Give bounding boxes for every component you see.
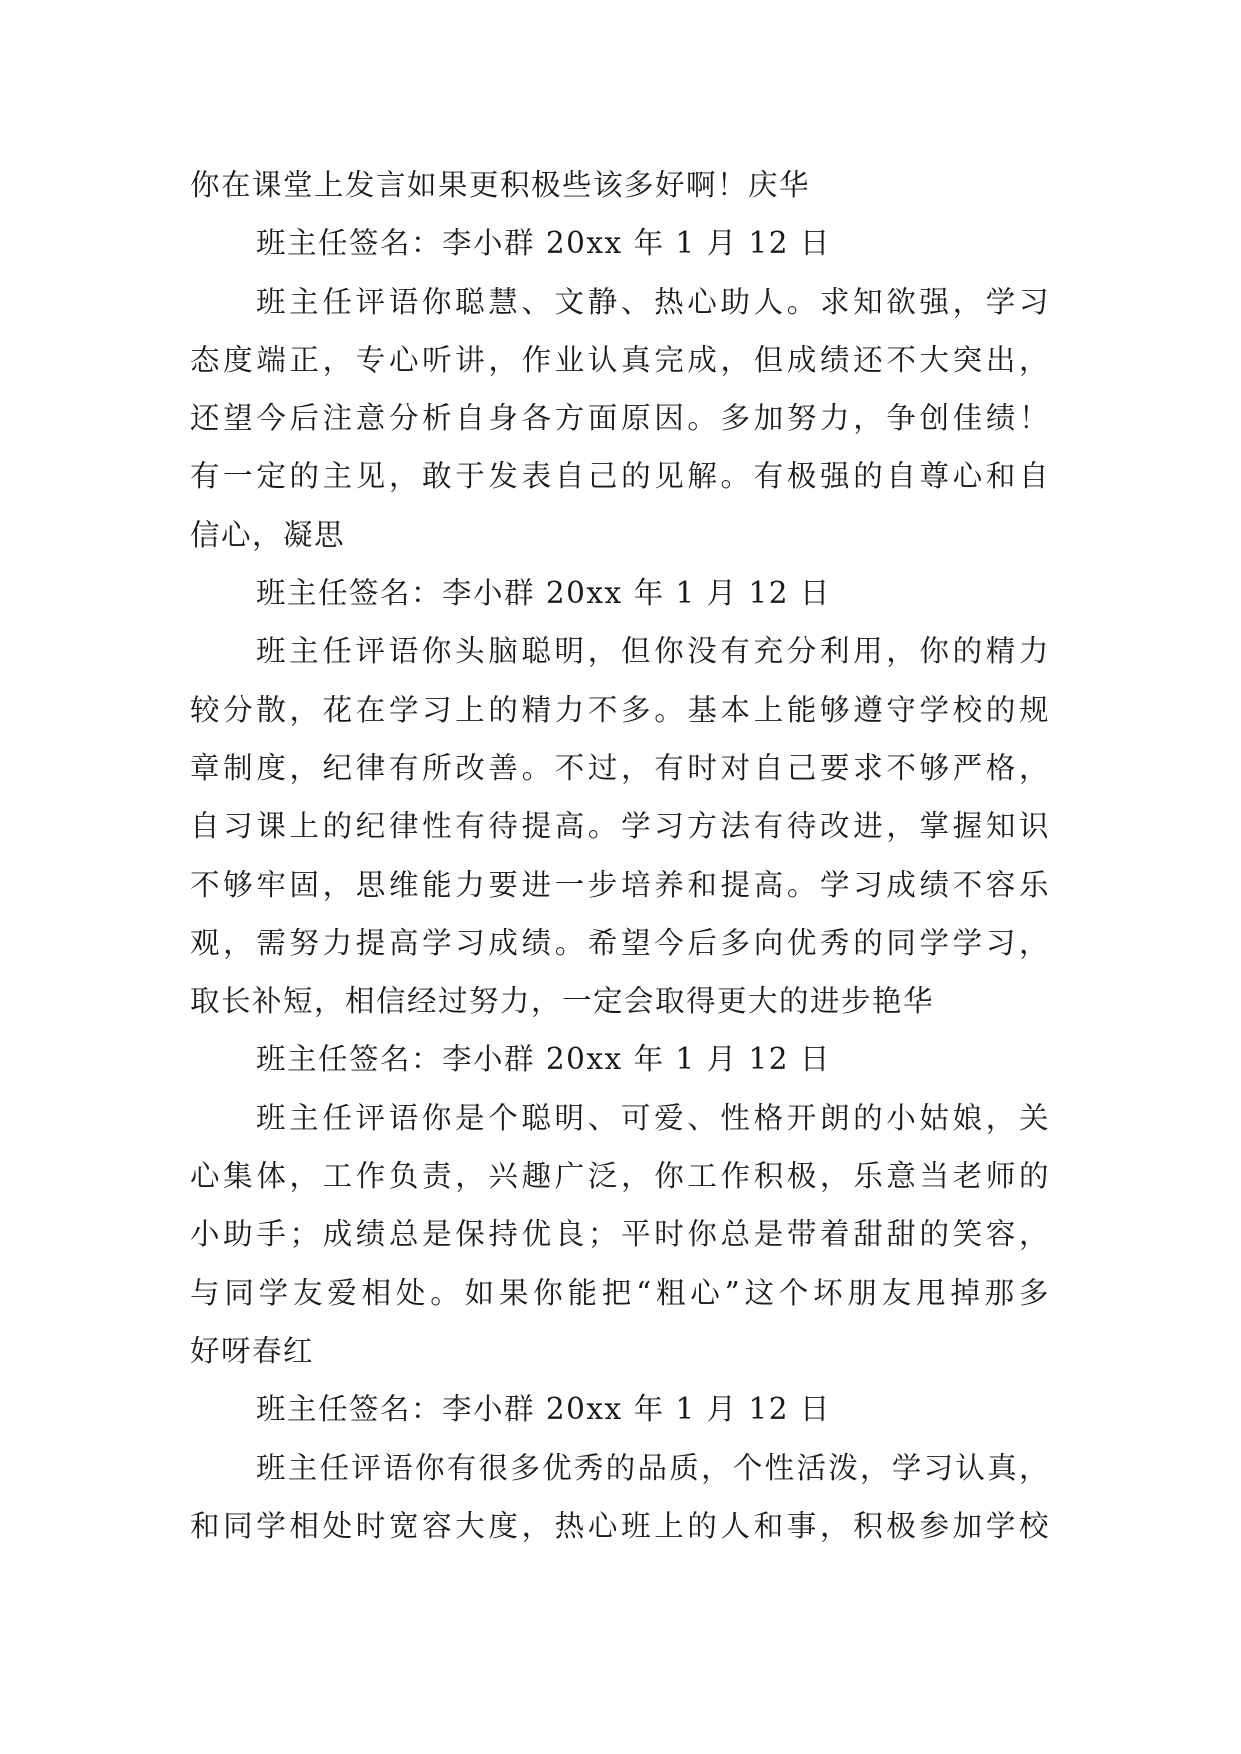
comment-text-line: 班主任评语你是个聪明、可爱、性格开朗的小姑娘，关: [256, 1100, 1050, 1135]
teacher-signature-line: 班主任签名：李小群 20xx 年 1 月 12 日: [256, 576, 831, 611]
teacher-signature-line: 班主任签名：李小群 20xx 年 1 月 12 日: [256, 1042, 831, 1077]
comment-text-line: 章制度，纪律有所改善。不过，有时对自己要求不够严格，: [190, 750, 1050, 785]
comment-text-line: 态度端正，专心听讲，作业认真完成，但成绩还不大突出，: [190, 342, 1050, 377]
comment-text-line: 有一定的主见，敢于发表自己的见解。有极强的自尊心和自: [190, 459, 1050, 494]
teacher-signature-line: 班主任签名：李小群 20xx 年 1 月 12 日: [256, 1392, 831, 1427]
teacher-signature-line: 班主任签名：李小群 20xx 年 1 月 12 日: [256, 226, 831, 261]
comment-text-line: 和同学相处时宽容大度，热心班上的人和事，积极参加学校: [190, 1508, 1050, 1543]
comment-text-line: 班主任评语你聪慧、文静、热心助人。求知欲强，学习: [256, 284, 1050, 319]
comment-text-line: 取长补短，相信经过努力，一定会取得更大的进步艳华: [190, 984, 935, 1019]
document-body: [190, 156, 1050, 1555]
comment-text-line: 与同学友爱相处。如果你能把“粗心”这个坏朋友甩掉那多: [190, 1275, 1050, 1310]
comment-text-line: 较分散，花在学习上的精力不多。基本上能够遵守学校的规: [190, 692, 1050, 727]
comment-text-line: 小助手；成绩总是保持优良；平时你总是带着甜甜的笑容，: [190, 1217, 1050, 1252]
comment-text-line: 好呀春红: [190, 1333, 315, 1368]
comment-text-line: 班主任评语你头脑聪明，但你没有充分利用，你的精力: [256, 634, 1050, 669]
comment-text-line: 自习课上的纪律性有待提高。学习方法有待改进，掌握知识: [190, 809, 1050, 844]
comment-text-line: 你在课堂上发言如果更积极些该多好啊！庆华: [190, 168, 811, 202]
comment-text-line: 观，需努力提高学习成绩。希望今后多向优秀的同学学习，: [190, 925, 1050, 960]
comment-text-line: 还望今后注意分析自身各方面原因。多加努力，争创佳绩！: [190, 401, 1050, 436]
comment-text-line: 心集体，工作负责，兴趣广泛，你工作积极，乐意当老师的: [190, 1159, 1050, 1194]
comment-text-line: 不够牢固，思维能力要进一步培养和提高。学习成绩不容乐: [190, 867, 1050, 902]
comment-text-line: 班主任评语你有很多优秀的品质，个性活泼，学习认真，: [256, 1450, 1050, 1485]
comment-text-line: 信心，凝思: [190, 517, 346, 552]
